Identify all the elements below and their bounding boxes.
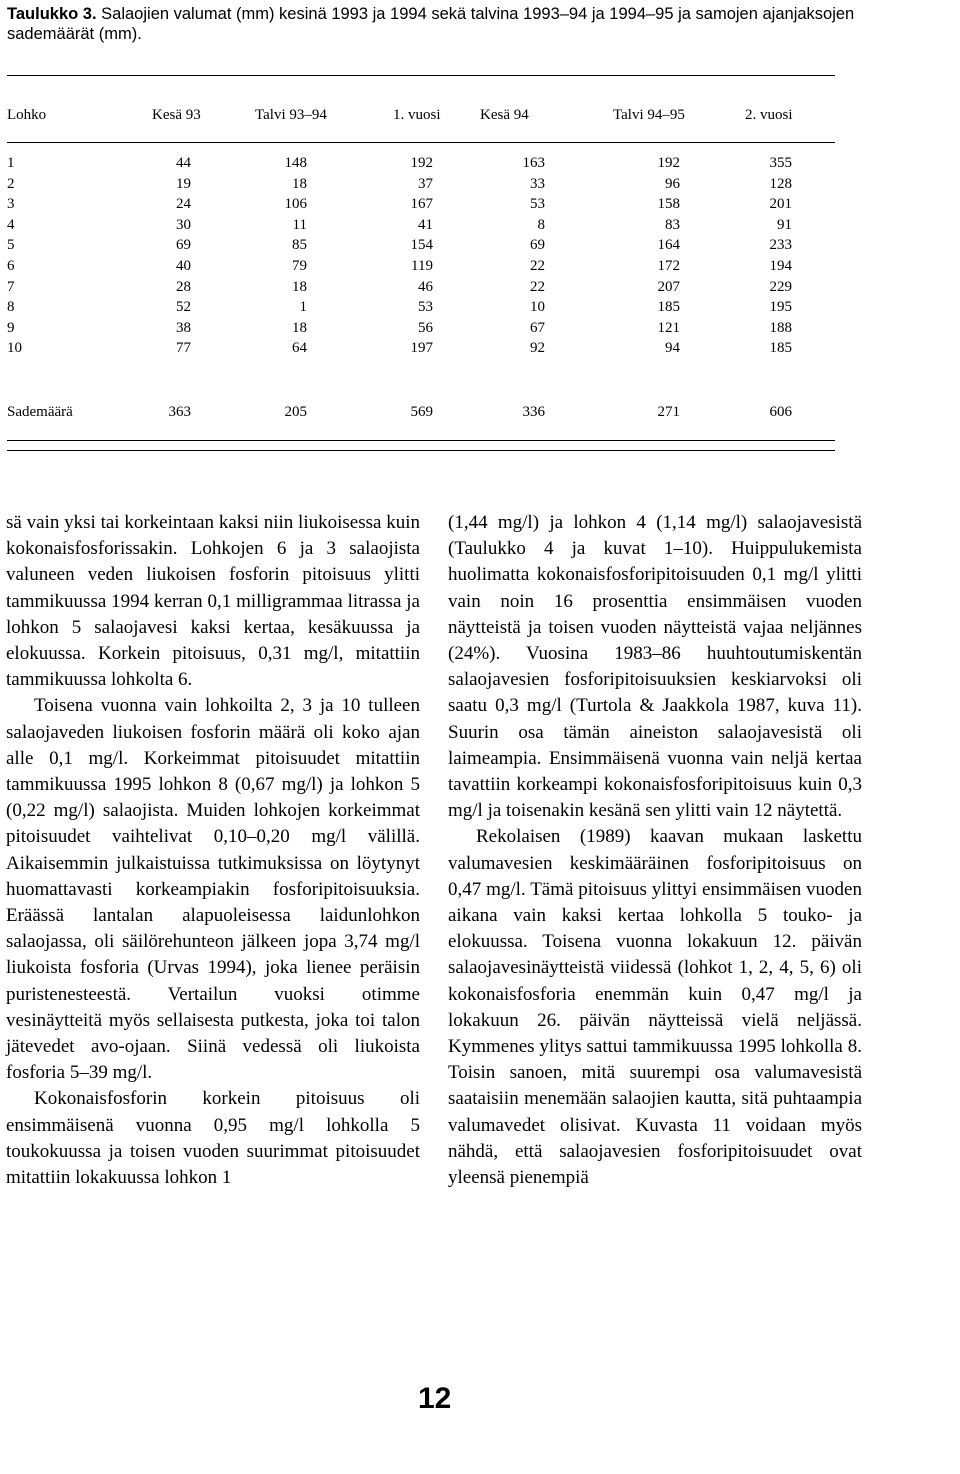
paragraph: sä vain yksi tai korkeintaan kaksi niin liukoisessa kuin kokonaisfosforissakin. Lohkojen 6 ja 3 salaojista valuneen veden liukoisen fosforin pitoisuus ylitti tammikuussa 1994 kerran 0,1 milligrammaa litrassa ja lohkon 5 salaojavesi kaksi kertaa, kesäkuussa ja elokuussa. Korkein pitoisuus, 0,31 mg/l, mitattiin tammikuussa lohkolta 6. — [6, 512, 420, 691]
table-cell: 154 — [410, 237, 433, 254]
table-cell: 46 — [418, 278, 433, 295]
row-label: 6 — [7, 258, 15, 274]
table-cell: 96 — [665, 175, 680, 192]
table-cell: 18 — [292, 278, 307, 295]
total-label: Sademäärä — [7, 404, 73, 420]
table-cell: 69 — [530, 237, 545, 254]
table-cell: 172 — [657, 258, 680, 274]
table-cell: 188 — [769, 319, 792, 336]
table-cell: 197 — [410, 340, 433, 357]
table-cell: 195 — [769, 299, 792, 316]
table-cell: 53 — [530, 196, 545, 213]
body-column-left — [6, 510, 420, 1191]
table-cell: 167 — [410, 196, 433, 213]
body-column-right — [448, 510, 862, 1191]
table-cell: 18 — [292, 319, 307, 336]
total-cell: 271 — [657, 404, 680, 420]
header-vuosi2: 2. vuosi — [745, 107, 793, 123]
total-cell: 363 — [168, 404, 191, 420]
table-cell: 158 — [657, 196, 680, 213]
total-cell: 336 — [522, 404, 545, 420]
table-cell: 119 — [411, 258, 433, 274]
table-cell: 164 — [657, 237, 680, 254]
table-cell: 41 — [418, 216, 433, 233]
table-cell: 19 — [176, 175, 191, 192]
header-rule — [7, 142, 835, 143]
table-cell: 22 — [530, 258, 545, 274]
table-cell: 229 — [769, 278, 792, 295]
header-talvi9394: Talvi 93–94 — [255, 107, 327, 123]
table-cell: 18 — [292, 175, 307, 192]
table-cell: 8 — [537, 216, 545, 233]
table-cell: 22 — [530, 278, 545, 295]
table-cell: 79 — [292, 258, 307, 274]
table-cell: 37 — [418, 175, 433, 192]
table-cell: 194 — [769, 258, 792, 274]
table-cell: 91 — [777, 216, 792, 233]
table-cell: 52 — [176, 299, 191, 316]
table-cell: 207 — [657, 278, 680, 295]
header-talvi9495: Talvi 94–95 — [613, 107, 685, 123]
table-cell: 30 — [176, 216, 191, 233]
table-cell: 56 — [418, 319, 433, 336]
table-cell: 148 — [284, 155, 307, 171]
table-cell: 192 — [410, 155, 433, 171]
row-label: 5 — [7, 237, 15, 254]
table-cell: 67 — [530, 319, 545, 336]
table-cell: 355 — [769, 155, 792, 171]
table-cell: 233 — [769, 237, 792, 254]
table-cell: 10 — [530, 299, 545, 316]
table-cell: 128 — [769, 175, 792, 192]
total-cell: 569 — [410, 404, 433, 420]
table-top-rule — [7, 75, 835, 76]
total-cell: 205 — [284, 404, 307, 420]
row-label: 4 — [7, 216, 15, 233]
table-cell: 53 — [418, 299, 433, 316]
table-cell: 24 — [176, 196, 191, 213]
row-label: 9 — [7, 319, 15, 336]
table-cell: 106 — [284, 196, 307, 213]
page-number: 12 — [418, 1382, 452, 1415]
row-label: 10 — [7, 340, 22, 357]
table-caption — [7, 4, 907, 44]
header-kesa94: Kesä 94 — [480, 107, 529, 123]
table-cell: 83 — [665, 216, 680, 233]
row-label: 7 — [7, 278, 15, 295]
table-cell: 94 — [665, 340, 680, 357]
paragraph: Toisena vuonna vain lohkoilta 2, 3 ja 10 tulleen salaojaveden liukoisen fosforin määrä oli koko ajan alle 0,1 mg/l. Korkeimmat pitoisuudet mitattiin tammikuussa 1995 lohkon 8 (0,67 mg/l) ja lohkon 5 (0,22 mg/l) salaojista. Muiden lohkojen korkeimmat pitoisuudet vaihtelivat 0,10–0,20 mg/l välillä. Aikaisemmin julkaistuissa tutkimuksissa on löytynyt huomattavasti korkeampiakin fosforipitoisuuksia. Eräässä lantalan alapuoleisessa laidunlohkon salaojassa, oli säilörehunteon jälkeen jopa 3,74 mg/l liukoista fosforia (Urvas 1994), joka lienee peräisin puristenesteestä. Vertailun vuoksi otimme vesinäytteitä myös sellaisesta putkesta, joka toi talon jätevedet avo-ojaan. Siinä vedessä oli liukoista fosforia 5–39 mg/l. — [6, 695, 420, 1084]
table-cell: 163 — [522, 155, 545, 171]
table-cell: 40 — [176, 258, 191, 274]
paragraph: (1,44 mg/l) ja lohkon 4 (1,14 mg/l) salaojavesistä (Taulukko 4 ja kuvat 1–10). Huippulukemista huolimatta kokonaisfosforipitoisuuden 0,1 mg/l ylitti vain noin 16 prosenttia ensimmäisen vuoden näytteistä ja toisen vuoden näytteistä vajaa neljännes (24%). Vuosina 1983–86 huuhtoutumiskentän salaojavesien fosforipitoisuuksien keskiarvoksi oli saatu 0,3 mg/l (Turtola & Jaakkola 1987, kuva 11). Suurin osa tämän aineiston salaojavesistä oli laimeampia. Ensimmäisenä vuonna vain neljä kertaa tavattiin korkeampi kokonaisfosforipitoisuus kuin 0,3 mg/l ja toisenakin kesänä sen ylitti vain 12 näytettä. — [448, 512, 862, 822]
header-lohko: Lohko — [7, 107, 47, 123]
table-cell: 92 — [530, 340, 545, 357]
table-cell: 1 — [299, 299, 307, 316]
table-cell: 201 — [769, 196, 792, 213]
table-cell: 185 — [657, 299, 680, 316]
row-label: 3 — [7, 196, 15, 213]
table-cell: 11 — [292, 216, 307, 233]
paragraph: Rekolaisen (1989) kaavan mukaan laskettu valumavesien keskimääräinen fosforipitoisuus on 0,47 mg/l. Tämä pitoisuus ylittyi ensimmäisen vuoden aikana vain kaksi kertaa lohkolla 5 touko- ja elokuussa. Toisena vuonna lokakuun 12. päivän salaojavesinäytteistä viidessä (lohkot 1, 2, 4, 5, 6) oli kokonaisfosforia enemmän kuin 0,47 mg/l ja lokakuun 26. päivän näytteissä vielä neljässä. Kymmenes ylitys sattui tammikuussa 1995 lohkolla 8. Toisin sanoen, mitä suurempi osa valumavesistä saataisiin menemään salaojien kautta, sitä puhtaampia valumavedet olisivat. Kuvasta 11 voidaan myös nähdä, että salaojavesien fosforipitoisuudet ovat yleensä pienempiä — [448, 826, 862, 1189]
table-cell: 44 — [176, 155, 191, 171]
table-cell: 121 — [657, 319, 680, 336]
table-cell: 185 — [769, 340, 792, 357]
row-label: 2 — [7, 175, 15, 192]
table-cell: 77 — [176, 340, 191, 357]
table-cell: 28 — [176, 278, 191, 295]
table-cell: 38 — [176, 319, 191, 336]
header-vuosi1: 1. vuosi — [393, 107, 441, 123]
table-bottom-rule-2 — [7, 450, 835, 451]
caption-text: Salaojien valumat (mm) kesinä 1993 ja 1994 sekä talvina 1993–94 ja 1994–95 ja samojen ajanjaksojen sademäärät (mm). — [7, 5, 855, 43]
table-cell: 192 — [657, 155, 680, 171]
row-label: 1 — [7, 155, 15, 171]
table-cell: 69 — [176, 237, 191, 254]
table-cell: 64 — [292, 340, 307, 357]
caption-label: Taulukko 3. — [7, 5, 97, 23]
table-bottom-rule — [7, 440, 835, 441]
paragraph: Kokonaisfosforin korkein pitoisuus oli ensimmäisenä vuonna 0,95 mg/l lohkolla 5 toukokuussa ja toisen vuoden suurimmat pitoisuudet mitattiin lokakuussa lohkon 1 — [6, 1088, 420, 1189]
header-kesa93: Kesä 93 — [152, 107, 201, 123]
total-cell: 606 — [769, 404, 792, 420]
table-cell: 33 — [530, 175, 545, 192]
row-label: 8 — [7, 299, 15, 316]
table-cell: 85 — [292, 237, 307, 254]
